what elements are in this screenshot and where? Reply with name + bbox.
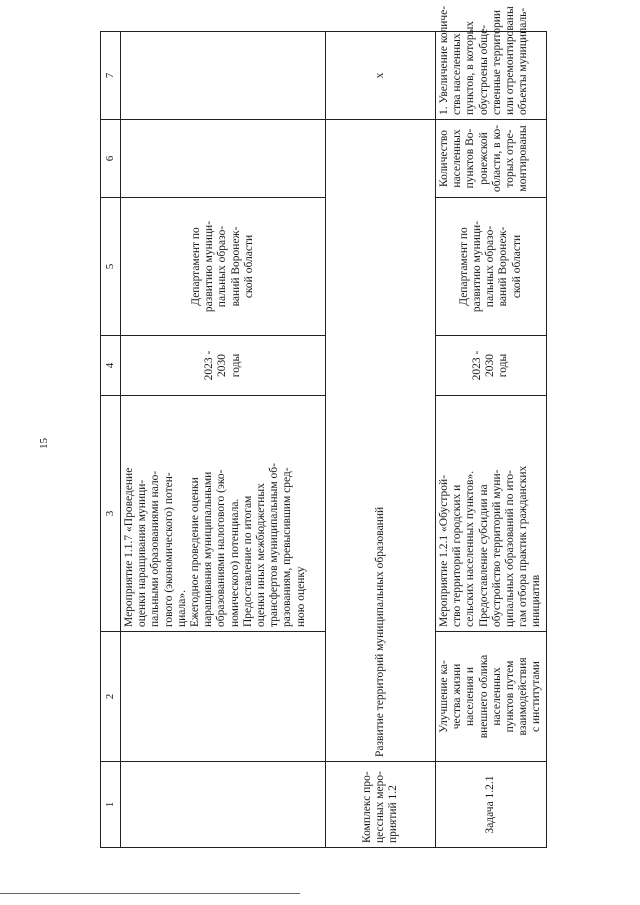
row1-col7 [121, 32, 326, 120]
table-row [436, 32, 547, 848]
table-row [326, 32, 436, 848]
header-col-6: 6 [101, 120, 121, 198]
page-number: 15 [38, 438, 50, 449]
row1-responsible-cell: Департамент по развитию муници- пальных образо- ваний Воронеж- ской области [121, 198, 326, 336]
table-row [121, 32, 326, 848]
row3-indicator-cell: Количество населенных пунктов Во- ронежской области, в ко- торых отре- монтированы [436, 120, 547, 198]
row3-responsible-cell: Департамент по развитию муници- пальных образо- ваний Воронеж- ской области [436, 198, 547, 336]
row3-goal-cell: Улучшение ка- чества жизни населения и внешнего облика населенных пунктов путем взаимодействия с институтами [436, 632, 547, 762]
header-col-5: 5 [101, 198, 121, 336]
row1-col2 [121, 632, 326, 762]
rotated-table-page [100, 5, 543, 848]
row2-complex-label-cell: Комплекс про- цессных меро- приятий 1.2 [326, 762, 436, 848]
row3-result-cell: 1. Увеличение количе- ства населенных пунктов, в которых обустроены обще- ственные территории или отремонтированы объекты муниципаль- [436, 32, 547, 120]
row2-x-cell: х [326, 32, 436, 120]
row3-activity-cell: Мероприятие 1.2.1 «Обустрой- ство территорий городских и сельских населенных пунктов». Предоставление субсидии на обустройство территорий муни- ципальных образований по ито- гам отбора практик гражданских инициатив [436, 396, 547, 632]
row1-activity-cell: Мероприятие 1.1.7 «Проведение оценки наращивания муници- пальными образованиями нало- гового (экономического) потен- циала». Ежегодное проведение оценки наращивания муниципальными образованиями налогового (эко- номического) потенциала. Предоставление по итогам оценки иных межбюджетных трансфертов муниципальным об- разованиям, превысившим сред- нюю оценку [121, 396, 326, 632]
header-col-2: 2 [101, 632, 121, 762]
bottom-rule [0, 893, 300, 894]
row1-col1 [121, 762, 326, 848]
row2-title-cell: Развитие территорий муниципальных образований [326, 120, 436, 762]
row1-period-cell: 2023 - 2030 годы [121, 336, 326, 396]
header-col-1: 1 [101, 762, 121, 848]
header-col-7: 7 [101, 32, 121, 120]
program-table [100, 5, 547, 848]
header-col-4: 4 [101, 336, 121, 396]
row3-period-cell: 2023 - 2030 годы [436, 336, 547, 396]
header-row [101, 32, 121, 848]
row3-task-cell: Задача 1.2.1 [436, 762, 547, 848]
row1-col6 [121, 120, 326, 198]
header-col-3: 3 [101, 396, 121, 632]
